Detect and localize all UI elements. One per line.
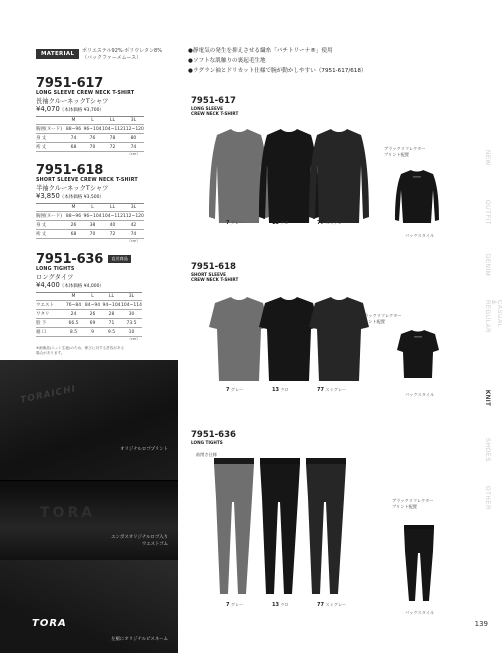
size-header: 3L	[121, 293, 142, 301]
size-cell: 71	[102, 319, 121, 328]
long-sleeve-shirts	[195, 125, 375, 225]
size-header: LL	[102, 293, 121, 301]
callout-line: プリント配置	[360, 318, 385, 324]
price-note: （本体価格 ¥3,500）	[59, 195, 104, 200]
color-name: グレー	[230, 220, 244, 225]
section-sub1: SHORT SLEEVE	[191, 272, 226, 277]
color-name: スミグレー	[325, 602, 347, 607]
caption-emboss: エンボスオリジナルロゴ入り	[111, 535, 168, 540]
product-code: 7951-617	[36, 76, 104, 91]
size-cell: 26	[83, 310, 102, 319]
section-636-heading	[191, 430, 236, 445]
size-cell: 40	[102, 221, 123, 230]
size-cell: 38	[83, 221, 102, 230]
material-text	[82, 48, 162, 62]
size-cell: 73.5	[121, 319, 142, 328]
color-label	[317, 220, 346, 226]
tora-label-logo: TORA	[32, 618, 67, 629]
section-sub1: LONG SLEEVE	[191, 106, 223, 111]
color-num: 13	[272, 220, 279, 226]
color-label	[272, 602, 289, 608]
size-header	[36, 117, 64, 125]
color-name: スミグレー	[325, 220, 347, 225]
size-cell: ワタリ	[36, 310, 64, 319]
back-view-long	[393, 168, 441, 224]
nav-tab-outfit[interactable]: OUTFIT	[484, 200, 490, 226]
size-header	[36, 293, 64, 301]
unit-label: （cm）	[127, 239, 140, 243]
price-note: （本体価格 ¥4,000）	[59, 284, 104, 289]
size-cell: 72	[102, 143, 123, 152]
product-name-jp: ロングタイツ	[36, 274, 74, 281]
reflector-callout	[384, 146, 425, 157]
nav-tab-shoes[interactable]: SHOES	[484, 438, 490, 463]
size-cell: 94~104	[102, 302, 121, 308]
color-num: 7	[226, 387, 230, 393]
product-name-en: SHORT SLEEVE CREW NECK T-SHIRT	[36, 178, 138, 183]
photo-fabric-print	[0, 360, 178, 480]
product-block-618	[36, 163, 181, 244]
material-line2: （バックファーメムース）	[82, 55, 142, 61]
size-cell: 68	[64, 143, 83, 152]
tights-grey	[214, 458, 254, 594]
size-cell: 24	[64, 310, 83, 319]
price-value: ¥4,400	[36, 281, 60, 289]
size-cell: 72	[102, 230, 123, 239]
feature-item: ●ソフトな肌触りの裏起毛生地	[188, 58, 266, 64]
color-num: 7	[226, 220, 230, 226]
color-label	[272, 220, 289, 226]
size-cell: 裄 丈	[36, 143, 64, 152]
feature-item: ●ラグラン袖とドリカット仕様で腕が動かしやすい（7951-617/618）	[188, 68, 367, 74]
size-header	[36, 204, 64, 212]
size-note	[36, 346, 181, 356]
color-label	[226, 602, 243, 608]
reflector-callout	[360, 313, 401, 324]
direct-ship-badge: 直送商品	[108, 255, 131, 263]
color-name: スミグレー	[325, 387, 347, 392]
short-sleeve-shirts	[195, 293, 375, 383]
size-cell: 股 下	[36, 319, 64, 328]
size-cell: 胸囲(ヌード)	[36, 125, 64, 134]
size-header: 3L	[123, 204, 144, 212]
nav-tab-other[interactable]: OTHER	[484, 486, 490, 510]
callout-line: ブラックリフレクター	[360, 313, 402, 318]
size-cell: 74	[123, 230, 144, 239]
product-block-636	[36, 248, 181, 356]
color-label	[226, 387, 243, 393]
size-cell: 88~96	[65, 126, 82, 132]
size-cell: 84~94	[84, 302, 101, 308]
size-cell: 112~120	[122, 213, 144, 219]
page-number: 139	[474, 620, 488, 628]
size-cell: 42	[123, 221, 144, 230]
section-sub2: CREW NECK T-SHIRT	[191, 111, 239, 116]
unit-label: （cm）	[127, 337, 140, 341]
product-price	[36, 281, 181, 289]
size-cell: 76	[83, 134, 102, 143]
size-header: 3L	[123, 117, 144, 125]
section-sub1: LONG TIGHTS	[191, 440, 223, 445]
size-cell: 74	[64, 134, 83, 143]
size-header: M	[64, 117, 83, 125]
section-618-heading	[191, 262, 238, 282]
color-num: 77	[317, 387, 324, 393]
size-cell: 26	[64, 221, 83, 230]
product-price	[36, 105, 181, 113]
note-line: 場合があります。	[36, 351, 65, 355]
color-name: クロ	[280, 602, 289, 607]
color-num: 7	[226, 602, 230, 608]
caption-waist: ウエストゴム	[141, 542, 168, 547]
size-cell: 身 丈	[36, 134, 64, 143]
size-cell: 78	[102, 134, 123, 143]
caption-logo-print: オリジナルロゴプリント	[120, 447, 168, 452]
front-closure-callout: 前閉さ仕様	[196, 452, 217, 457]
size-cell: 10	[121, 328, 142, 337]
color-name: クロ	[280, 220, 289, 225]
feature-list	[188, 46, 367, 76]
color-num: 77	[317, 220, 324, 226]
print-logo: TORAICHI	[19, 384, 77, 406]
note-line: ※画像品(ニット生地)のため、伸びに対する許容がある	[36, 346, 125, 350]
product-code: 7951-636	[36, 252, 104, 267]
product-code: 7951-618	[36, 163, 104, 178]
long-tights	[200, 458, 350, 598]
callout-line: ブラックリフレクター	[392, 498, 434, 503]
caption-pis-name: 左裾にオリジナルピスネーム	[111, 637, 168, 642]
back-view-tights	[402, 525, 436, 603]
size-cell: 身 丈	[36, 221, 64, 230]
nav-tab-casual-regular[interactable]: CASUAL & REGULAR	[484, 300, 502, 334]
section-code: 7951-636	[191, 430, 236, 440]
size-cell: 104~112	[102, 126, 123, 132]
size-cell: 69	[83, 319, 102, 328]
size-header: M	[64, 293, 83, 301]
color-name: クロ	[280, 387, 289, 392]
section-code: 7951-617	[191, 96, 236, 106]
color-label	[226, 220, 243, 226]
back-style-label: バックスタイル	[405, 392, 435, 397]
size-header: LL	[102, 117, 123, 125]
product-name-jp: 長袖クルーネックTシャツ	[36, 98, 109, 105]
nav-tab-knit[interactable]: KNIT	[484, 390, 490, 407]
color-num: 13	[272, 387, 279, 393]
size-header: L	[83, 293, 102, 301]
section-617-heading	[191, 96, 238, 116]
price-note: （本体価格 ¥3,700）	[59, 108, 104, 113]
size-header: LL	[102, 204, 123, 212]
color-name: グレー	[230, 602, 244, 607]
callout-line: ブラックリフレクター	[384, 146, 426, 151]
color-label	[317, 387, 346, 393]
section-sub2: CREW NECK T-SHIRT	[191, 277, 239, 282]
color-num: 13	[272, 602, 279, 608]
size-cell: 88~96	[65, 213, 82, 219]
detail-photo	[0, 360, 178, 653]
unit-label: （cm）	[127, 152, 140, 156]
back-style-label: バックスタイル	[405, 233, 435, 238]
size-table	[36, 292, 142, 337]
size-header: L	[83, 204, 102, 212]
product-name-jp: 半袖クルーネックTシャツ	[36, 185, 109, 192]
color-name: グレー	[230, 387, 244, 392]
emboss-logo: TORA	[40, 505, 96, 521]
size-cell: 74	[123, 143, 144, 152]
callout-line: プリント配置	[384, 151, 409, 157]
tights-sumi	[306, 458, 346, 594]
product-name-en: LONG SLEEVE CREW NECK T-SHIRT	[36, 91, 135, 96]
nav-tab-new[interactable]: NEW	[484, 150, 490, 166]
material-tag: MATERIAL	[36, 49, 79, 59]
feature-item: ●静電気の発生を抑えさせる繊糸「パチトリーナ®」使用	[188, 48, 333, 54]
size-cell: 裾 口	[36, 328, 64, 337]
product-block-617	[36, 76, 181, 157]
size-cell: 30	[121, 310, 142, 319]
size-table	[36, 203, 144, 239]
price-value: ¥3,850	[36, 192, 60, 200]
size-header: M	[64, 204, 83, 212]
color-label	[272, 387, 289, 393]
color-num: 77	[317, 602, 324, 608]
size-cell: 70	[83, 143, 102, 152]
size-cell: 96~104	[83, 213, 102, 219]
size-cell: 80	[123, 134, 144, 143]
size-cell: 28	[102, 310, 121, 319]
back-view-short	[395, 328, 441, 380]
size-cell: 96~104	[83, 126, 102, 132]
size-cell: 9	[83, 328, 102, 337]
size-cell: 8.5	[64, 328, 83, 337]
product-price	[36, 192, 181, 200]
price-value: ¥4,070	[36, 105, 60, 113]
size-cell: 裄 丈	[36, 230, 64, 239]
size-cell: 66.5	[64, 319, 83, 328]
size-cell: 68	[64, 230, 83, 239]
reflector-callout	[392, 498, 433, 509]
product-name-en: LONG TIGHTS	[36, 267, 75, 272]
size-cell: 104~114	[121, 302, 142, 308]
size-table	[36, 116, 144, 152]
size-cell: 胸囲(ヌード)	[36, 212, 64, 221]
back-style-label: バックスタイル	[405, 610, 435, 615]
material-line1: ポリエステル92%·ポリウレタン8%	[82, 48, 162, 54]
size-cell: ウエスト	[36, 301, 64, 310]
section-code: 7951-618	[191, 262, 236, 272]
nav-tab-denim[interactable]: DENIM	[484, 254, 490, 277]
size-cell: 70	[83, 230, 102, 239]
size-cell: 104~112	[102, 213, 123, 219]
size-cell: 76~84	[65, 302, 82, 308]
tights-black	[260, 458, 300, 594]
callout-line: プリント配置	[392, 503, 417, 509]
size-header: L	[83, 117, 102, 125]
color-label	[317, 602, 346, 608]
size-cell: 112~120	[122, 126, 144, 132]
size-cell: 9.5	[102, 328, 121, 337]
